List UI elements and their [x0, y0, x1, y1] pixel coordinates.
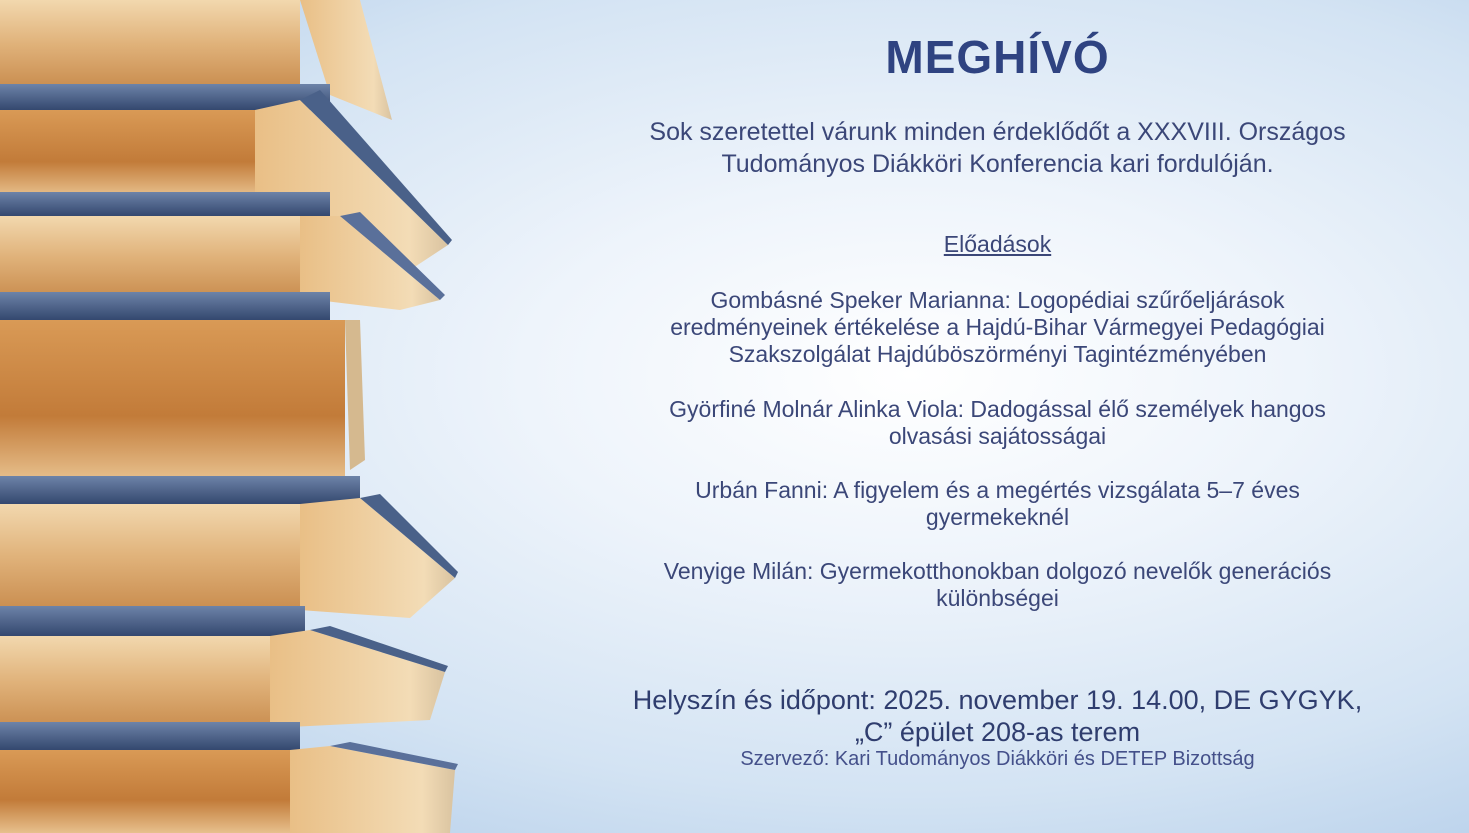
invitation-content — [560, 0, 1435, 833]
talk-item — [560, 396, 1435, 450]
talk-line: eredményeinek értékelése a Hajdú-Bihar Vármegyei Pedagógiai — [670, 314, 1325, 340]
intro-line: Sok szeretettel várunk minden érdeklődőt a XXXVIII. Országos — [649, 118, 1346, 146]
intro-line: Tudományos Diákköri Konferencia kari fordulóján. — [721, 150, 1274, 178]
talk-line: Gombásné Speker Marianna: Logopédiai szűrőeljárások — [710, 287, 1285, 313]
venue-time — [560, 684, 1435, 748]
venue-line: Helyszín és időpont: 2025. november 19. 14.00, DE GYGYK, — [632, 685, 1363, 715]
talk-line: olvasási sajátosságai — [888, 423, 1107, 449]
talk-line: Urbán Fanni: A figyelem és a megértés vizsgálata 5–7 éves — [695, 477, 1300, 503]
talk-line: Venyige Milán: Gyermekotthonokban dolgozó nevelők generációs — [663, 558, 1332, 584]
section-heading: Előadások — [943, 231, 1052, 257]
talk-line: gyermekeknél — [925, 504, 1070, 530]
venue-line: „C” épület 208-as terem — [854, 717, 1141, 747]
books-stack-image — [0, 0, 470, 833]
talk-item — [560, 558, 1435, 612]
intro-text — [560, 116, 1435, 180]
organizer-text: Szervező: Kari Tudományos Diákköri és DETEP Bizottság — [740, 748, 1255, 770]
page-title: MEGHÍVÓ — [885, 31, 1110, 83]
talk-line: Györfiné Molnár Alinka Viola: Dadogással élő személyek hangos — [669, 396, 1326, 422]
talk-item — [560, 477, 1435, 531]
talk-item — [560, 287, 1435, 368]
talk-line: különbségei — [936, 585, 1059, 611]
talk-line: Szakszolgálat Hajdúböszörményi Tagintézményében — [728, 341, 1267, 367]
